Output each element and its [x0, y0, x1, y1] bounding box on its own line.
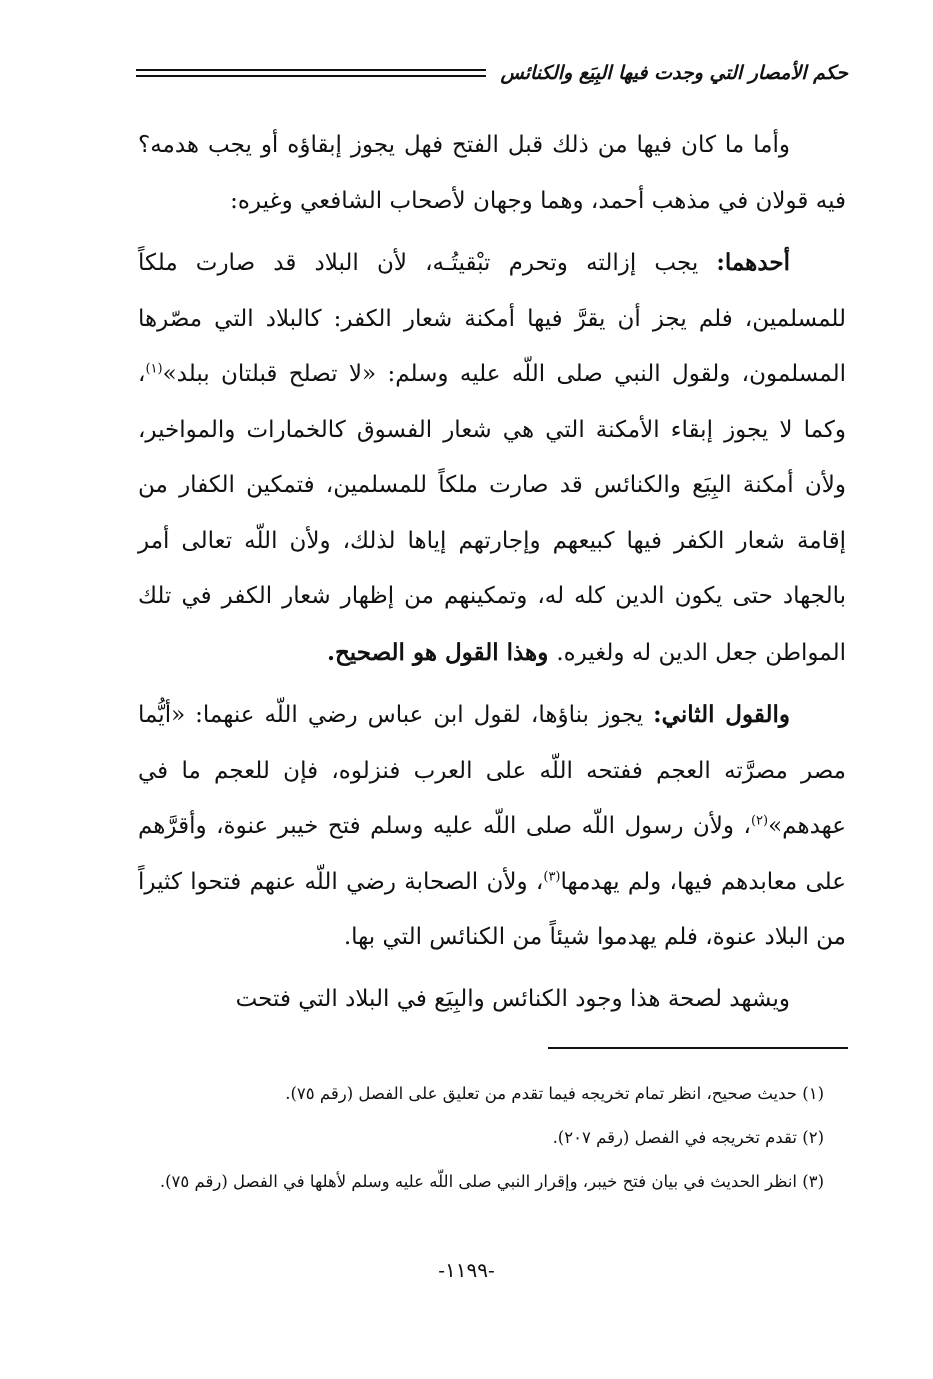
footnote-separator: [548, 1047, 848, 1049]
running-header: [136, 52, 848, 94]
footnote-ref: (٣): [543, 868, 561, 884]
paragraph-first-opinion: [138, 235, 846, 681]
paragraph-text: ، ولأن رسول اللّه صلى اللّه عليه وسلم فتح خيبر عنوة، وأقرَّهم على معابدهم فيها، ولم يهدمها: [138, 813, 846, 895]
main-text: [138, 118, 846, 1033]
footnote-ref: (١): [145, 361, 163, 377]
paragraph-lead: والقول الثاني:: [653, 701, 790, 728]
footnote-ref: (٢): [750, 813, 769, 829]
paragraph-text: وأما ما كان فيها من ذلك قبل الفتح فهل يجوز إبقاؤه أو يجب هدمه؟ فيه قولان في مذهب أحمد، وهما وجهان لأصحاب الشافعي وغيره:: [138, 132, 846, 214]
running-header-title: حكم الأمصار التي وجدت فيها البِيَع والكنائس: [500, 62, 848, 84]
paragraph-second-opinion: [138, 687, 846, 966]
paragraph-text: يجوز بناؤها، لقول ابن عباس رضي اللّه عنهما: «أيُّما مصر مصرَّته العجم ففتحه اللّه على العرب فنزلوه، فإن للعجم ما في عهدهم»: [138, 702, 846, 839]
footnote-3: (٣) انظر الحديث في بيان فتح خيبر، وإقرار النبي صلى اللّه عليه وسلم لأهلها في الفصل (رقم ٧٥).: [159, 1172, 824, 1191]
footnote-1: (١) حديث صحيح، انظر تمام تخريجه فيما تقدم من تعليق على الفصل (رقم ٧٥).: [285, 1084, 824, 1103]
paragraph-text: يجب إزالته وتحرم تبْقيتُـه، لأن البلاد قد صارت ملكاً للمسلمين، فلم يجز أن يقرَّ فيها أمكنة شعار الكفر: كالبلاد التي مصّرها المسلمون، ولقول النبي صلى اللّه عليه وسلم: «لا تصلح قبلتان ببلد»: [138, 250, 846, 387]
page-number: -١١٩٩-: [438, 1258, 495, 1282]
paragraph-intro: [138, 118, 846, 229]
paragraph-text: ويشهد لصحة هذا وجود الكنائس والبِيَع في البلاد التي فتحت: [235, 985, 790, 1012]
paragraph-evidence: [138, 972, 846, 1028]
paragraph-lead: أحدهما:: [716, 249, 790, 276]
paragraph-conclusion: وهذا القول هو الصحيح.: [326, 638, 557, 666]
paragraph-text: ، ولأن الصحابة رضي اللّه عنهم فتحوا كثيراً من البلاد عنوة، فلم يهدموا شيئاً من الكنائس التي بها.: [138, 868, 846, 950]
paragraph-text: ، وكما لا يجوز إبقاء الأمكنة التي هي شعار الفسوق كالخمارات والمواخير، ولأن أمكنة البِيَع والكنائس قد صارت ملكاً للمسلمين، فتمكين الكفار من إقامة شعار الكفر فيها كبيعهم وإجارتهم إياها لذلك، ولأن اللّه تعالى أمر بالجهاد حتى يكون الدين كله له، وتمكينهم من إظهار شعار الكفر في تلك المواطن جعل الدين له ولغيره.: [138, 361, 846, 666]
footnotes: [138, 1072, 846, 1204]
footnote-2: (٢) تقدم تخريجه في الفصل (رقم ٢٠٧).: [552, 1128, 824, 1147]
header-double-rule: [136, 69, 486, 77]
